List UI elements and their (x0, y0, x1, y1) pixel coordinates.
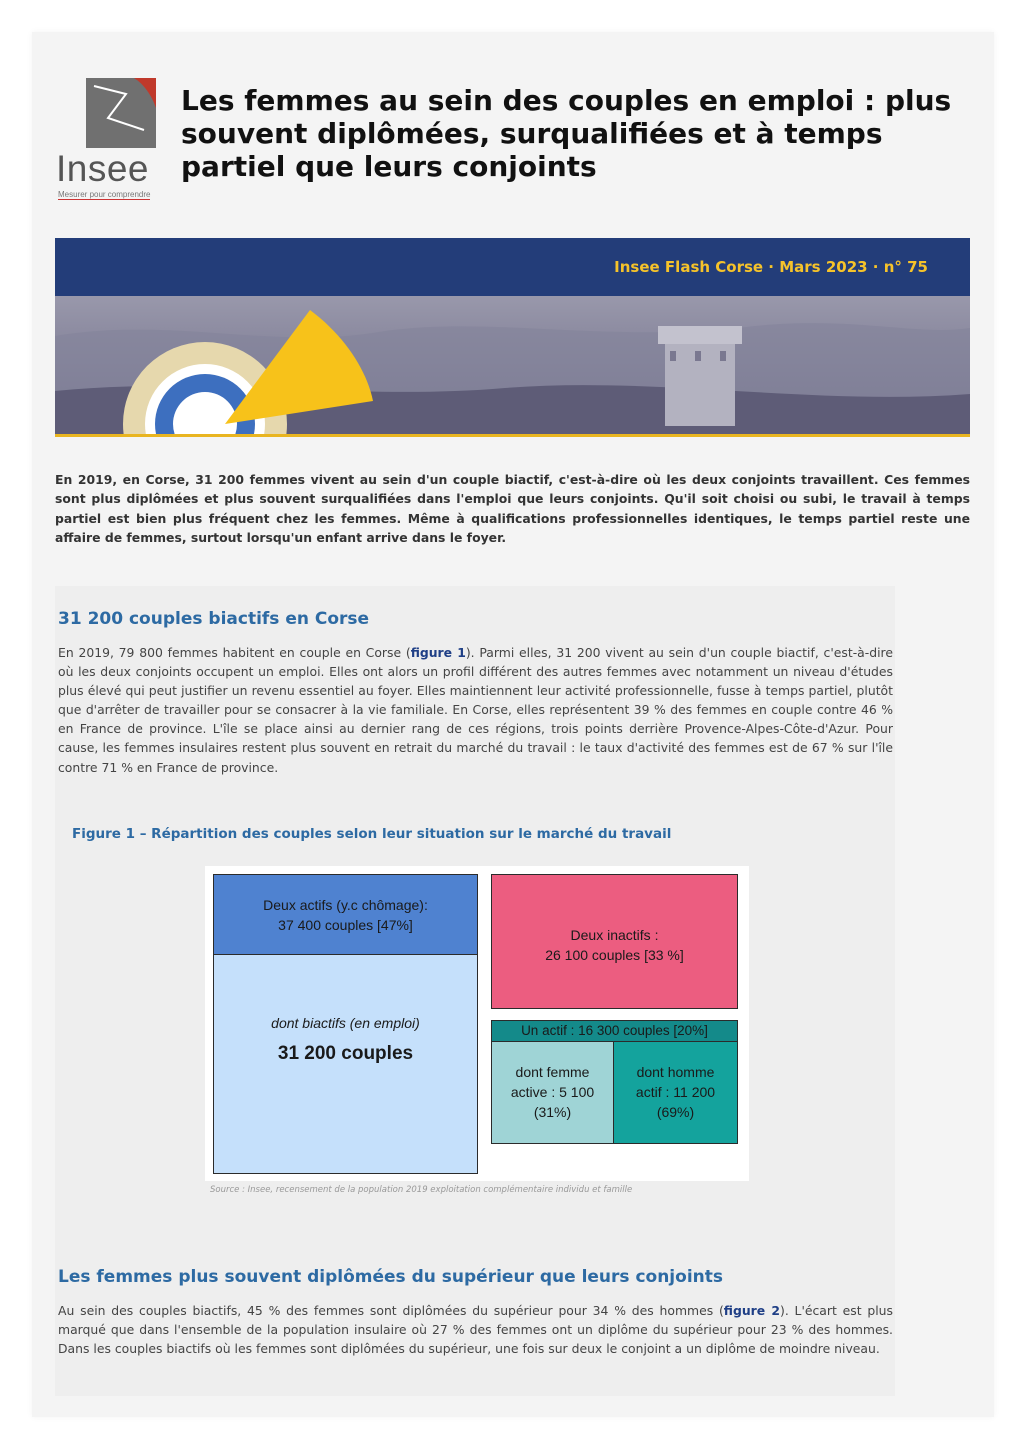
logo-name: Insee (56, 148, 150, 189)
tile-deux-actifs: Deux actifs (y.c chômage): 37 400 couples [47%] (213, 874, 478, 956)
page-title: Les femmes au sein des couples en emploi : plus souvent diplômées, surqualifiées et à temps partiel que leurs conjoints (181, 84, 952, 183)
section-heading-diplomees: Les femmes plus souvent diplômées du supérieur que leurs conjoints (58, 1267, 723, 1287)
insee-logo[interactable] (56, 78, 160, 198)
publication-banner (55, 238, 970, 296)
logo-mark-icon (86, 78, 156, 148)
section-paragraph-diplomees: Au sein des couples biactifs, 45 % des femmes sont diplômées du supérieur pour 34 % des hommes (figure 2). L'écart est plus marqué que dans l'ensemble de la population insulaire où 27 % des femmes ont un diplôme du supérieur pour 23 % des hommes. Dans les couples biactifs où les femmes sont diplômées du supérieur, une fois sur deux le conjoint a un diplôme de moindre niveau. (58, 1303, 893, 1357)
tile-deux-inactifs: Deux inactifs : 26 100 couples [33 %] (491, 874, 738, 1009)
section-paragraph-couples-biactifs: En 2019, 79 800 femmes habitent en couple en Corse (figure 1). Parmi elles, 31 200 vivent au sein d'un couple biactif, c'est-à-dire où les deux conjoints occupent un emploi. Elles ont alors un profil différent des autres femmes avec notamment un niveau d'études plus élevé qui peut justifier un revenu essentiel au foyer. Elles maintiennent leur activité professionnelle, fusse à temps partiel, plutôt que d'arrêter de travailler pour se consacrer à la vie familiale. En Corse, elles représentent 39 % des femmes en couple contre 46 % en France de province. L'île se place ainsi au dernier rang de ces régions, trois points derrière Provence-Alpes-Côte-d'Azur. Pour cause, les femmes insulaires restent plus souvent en retrait du marché du travail : le taux d'activité des femmes est de 67 % sur l'île contre 71 % en France de province. (58, 645, 893, 775)
logo-tagline: Mesurer pour comprendre (58, 190, 151, 199)
figure-1-source: Source : Insee, recensement de la population 2019 exploitation complémentaire individu et famille (210, 1185, 633, 1195)
figure-1-title: Figure 1 – Répartition des couples selon leur situation sur le marché du travail (72, 826, 672, 842)
tile-un-actif: Un actif : 16 300 couples [20%] (491, 1020, 738, 1042)
tower-icon (658, 326, 742, 426)
hero-image (55, 296, 970, 437)
tile-biactifs: dont biactifs (en emploi) 31 200 couples (213, 954, 478, 1174)
document-page (32, 32, 994, 1417)
publication-reference: Insee Flash Corse · Mars 2023 · n° 75 (614, 258, 928, 276)
intro-summary: En 2019, en Corse, 31 200 femmes vivent au sein d'un couple biactif, c'est-à-dire où les deux conjoints travaillent. Ces femmes sont plus diplômées et plus souvent surqualifiées dans l'emploi que leurs conjoints. Qu'il soit choisi ou subi, le travail à temps partiel est bien plus fréquent chez les femmes. Même à qualifications professionnelles identiques, le temps partiel reste une affaire de femmes, surtout lorsqu'un enfant arrive dans le foyer. (55, 472, 970, 545)
tile-homme-actif: dont homme actif : 11 200 (69%) (613, 1041, 738, 1144)
section-heading-couples-biactifs: 31 200 couples biactifs en Corse (58, 609, 370, 629)
article-body (55, 586, 895, 1396)
figure-1-link[interactable]: figure 1 (410, 645, 466, 660)
figure-1-treemap (205, 866, 749, 1181)
figure-2-link[interactable]: figure 2 (723, 1303, 780, 1318)
tile-femme-active: dont femme active : 5 100 (31%) (491, 1041, 614, 1144)
